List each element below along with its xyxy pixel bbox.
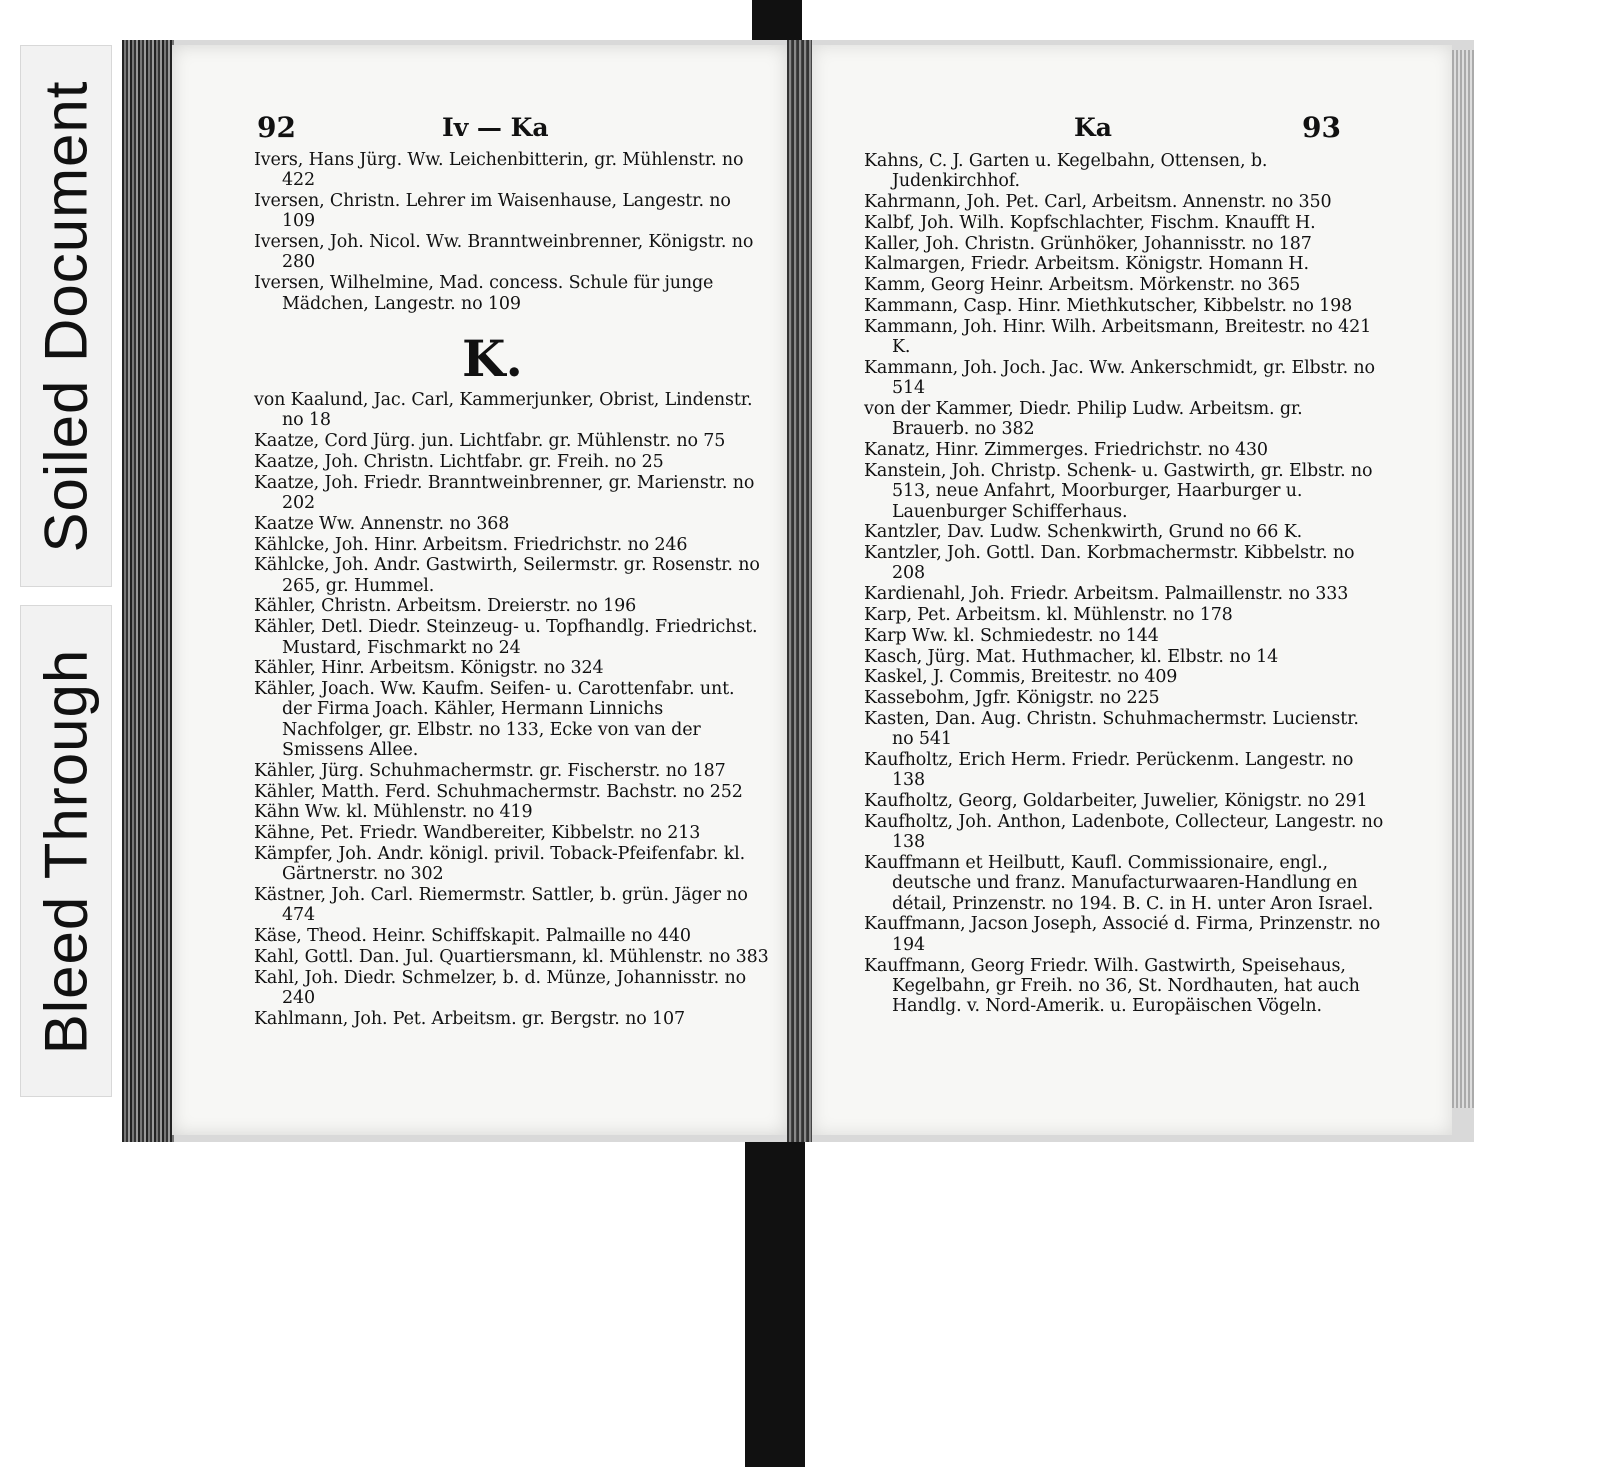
left-page: [172, 45, 787, 1135]
directory-entry: Kaskel, J. Commis, Breitestr. no 409: [864, 667, 1178, 688]
directory-entry: Kähler, Matth. Ferd. Schuhmachermstr. Bachstr. no 252: [254, 781, 743, 802]
directory-entry: Kaatze, Joh. Friedr. Branntweinbrenner, gr. Marienstr. no 202: [254, 472, 755, 513]
directory-entry: Kaufholtz, Georg, Goldarbeiter, Juwelier, Königstr. no 291: [864, 791, 1368, 812]
bleed-through-label: [20, 605, 112, 1097]
bleed-through-label-text: Bleed Through: [32, 648, 100, 1054]
directory-entry: Kähler, Joach. Ww. Kaufm. Seifen- u. Carottenfabr. unt. der Firma Joach. Kähler, Hermann Linnichs Nachfolger, gr. Elbstr. no 133, Ecke von van der Smissens Allee.: [254, 679, 735, 761]
directory-entry: von der Kammer, Diedr. Philip Ludw. Arbeitsm. gr. Brauerb. no 382: [864, 399, 1303, 440]
directory-entry: Kasten, Dan. Aug. Christn. Schuhmachermstr. Lucienstr. no 541: [864, 709, 1359, 750]
directory-entry: Kanstein, Joh. Christp. Schenk- u. Gastwirth, gr. Elbstr. no 513, neue Anfahrt, Moorburger, Haarburger u. Lauenburger Schifferhaus.: [864, 460, 1373, 522]
left-running-head: Iv — Ka: [442, 113, 549, 142]
directory-entry: Kähler, Jürg. Schuhmachermstr. gr. Fischerstr. no 187: [254, 760, 726, 781]
directory-entry: Kammann, Joh. Joch. Jac. Ww. Ankerschmidt, gr. Elbstr. no 514: [864, 357, 1375, 399]
book-left-edge: [122, 40, 174, 1142]
directory-entry: Kauffmann, Georg Friedr. Wilh. Gastwirth, Speisehaus, Kegelbahn, gr Freih. no 36, St. Nordhauten, hat auch Handlg. v. Nord-Amerik. u. Europäischen Vögeln.: [864, 955, 1360, 1017]
directory-entry: Kantzler, Joh. Gottl. Dan. Korbmachermstr. Kibbelstr. no 208: [864, 543, 1355, 584]
directory-entry: Kaatze Ww. Annenstr. no 368: [254, 513, 510, 534]
right-running-head: Ka: [1074, 113, 1112, 142]
book-spread: [122, 40, 1474, 1142]
directory-entry: von Kaalund, Jac. Carl, Kammerjunker, Obrist, Lindenstr. no 18: [254, 390, 753, 431]
directory-entry: Kaufholtz, Joh. Anthon, Ladenbote, Collecteur, Langestr. no 138: [864, 812, 1384, 853]
soiled-document-label: [20, 45, 112, 587]
right-page-number: 93: [1302, 111, 1341, 144]
directory-entry: Kämpfer, Joh. Andr. königl. privil. Toback-Pfeifenfabr. kl. Gärtnerstr. no 302: [254, 844, 746, 885]
directory-entry: Kästner, Joh. Carl. Riemermstr. Sattler, b. grün. Jäger no 474: [254, 885, 748, 926]
directory-entry: Kähler, Christn. Arbeitsm. Dreierstr. no 196: [254, 596, 637, 617]
directory-entry: Kahl, Joh. Diedr. Schmelzer, b. d. Münze, Johannisstr. no 240: [254, 967, 746, 1009]
directory-entry: Kahns, C. J. Garten u. Kegelbahn, Ottensen, b. Judenkirchhof.: [864, 151, 1268, 192]
directory-entry: Kalbf, Joh. Wilh. Kopfschlachter, Fischm. Knaufft H.: [864, 212, 1316, 233]
directory-entry: Käse, Theod. Heinr. Schiffskapit. Palmaille no 440: [254, 926, 691, 947]
directory-entry: Kähler, Detl. Diedr. Steinzeug- u. Topfhandlg. Friedrichst. Mustard, Fischmarkt no 24: [254, 617, 758, 658]
directory-entry: Kardienahl, Joh. Friedr. Arbeitsm. Palmaillenstr. no 333: [864, 584, 1349, 605]
directory-entry: Kahl, Gottl. Dan. Jul. Quartiersmann, kl. Mühlenstr. no 383: [254, 947, 769, 968]
directory-entry: Kählcke, Joh. Andr. Gastwirth, Seilermstr. gr. Rosenstr. no 265, gr. Hummel.: [254, 555, 760, 596]
directory-entry: Karp Ww. kl. Schmiedestr. no 144: [864, 625, 1159, 646]
directory-entry: Kantzler, Dav. Ludw. Schenkwirth, Grund no 66 K.: [864, 522, 1303, 543]
directory-entry: Kammann, Casp. Hinr. Miethkutscher, Kibbelstr. no 198: [864, 296, 1353, 317]
directory-entry: Kähne, Pet. Friedr. Wandbereiter, Kibbelstr. no 213: [254, 823, 701, 844]
right-page: [812, 45, 1452, 1135]
section-letter: K.: [462, 329, 523, 388]
left-entries-k: [254, 390, 769, 1030]
directory-entry: Kaatze, Joh. Christn. Lichtfabr. gr. Freih. no 25: [254, 451, 664, 472]
left-page-number: 92: [257, 111, 296, 144]
directory-entry: Kauffmann, Jacson Joseph, Associé d. Firma, Prinzenstr. no 194: [864, 914, 1381, 955]
directory-entry: Kammann, Joh. Hinr. Wilh. Arbeitsmann, Breitestr. no 421 K.: [864, 316, 1372, 358]
directory-entry: Iversen, Joh. Nicol. Ww. Branntweinbrenner, Königstr. no 280: [254, 232, 754, 273]
directory-entry: Kasch, Jürg. Mat. Huthmacher, kl. Elbstr. no 14: [864, 646, 1279, 667]
directory-entry: Kahrmann, Joh. Pet. Carl, Arbeitsm. Annenstr. no 350: [864, 192, 1332, 213]
directory-entry: Kamm, Georg Heinr. Arbeitsm. Mörkenstr. no 365: [864, 275, 1301, 296]
book-right-edge: [1452, 50, 1474, 1108]
directory-entry: Kahlmann, Joh. Pet. Arbeitsm. gr. Bergstr. no 107: [254, 1008, 685, 1029]
directory-entry: Iversen, Christn. Lehrer im Waisenhause, Langestr. no 109: [254, 191, 731, 232]
directory-entry: Kauffmann et Heilbutt, Kaufl. Commissionaire, engl., deutsche und franz. Manufacturwaaren-Handlung en détail, Prinzenstr. no 194. B. C. in H. unter Aron Israel.: [864, 853, 1374, 914]
directory-entry: Ivers, Hans Jürg. Ww. Leichenbitterin, gr. Mühlenstr. no 422: [254, 150, 744, 191]
directory-entry: Kähler, Hinr. Arbeitsm. Königstr. no 324: [254, 658, 604, 679]
directory-entry: Kählcke, Joh. Hinr. Arbeitsm. Friedrichstr. no 246: [254, 534, 688, 555]
left-entries-top: [254, 150, 769, 314]
directory-entry: Kaller, Joh. Christn. Grünhöker, Johannisstr. no 187: [864, 233, 1312, 254]
spine-bar-bottom: [745, 1122, 805, 1467]
directory-entry: Kalmargen, Friedr. Arbeitsm. Königstr. Homann H.: [864, 254, 1309, 275]
directory-entry: Kassebohm, Jgfr. Königstr. no 225: [864, 688, 1160, 709]
directory-entry: Iversen, Wilhelmine, Mad. concess. Schule für junge Mädchen, Langestr. no 109: [254, 273, 714, 314]
directory-entry: Kanatz, Hinr. Zimmerges. Friedrichstr. no 430: [864, 440, 1268, 461]
directory-entry: Karp, Pet. Arbeitsm. kl. Mühlenstr. no 178: [864, 605, 1233, 626]
right-entries: [864, 151, 1384, 1017]
directory-entry: Kähn Ww. kl. Mühlenstr. no 419: [254, 802, 533, 823]
soiled-document-label-text: Soiled Document: [32, 80, 100, 552]
book-gutter: [787, 40, 812, 1142]
directory-entry: Kaatze, Cord Jürg. jun. Lichtfabr. gr. Mühlenstr. no 75: [254, 431, 726, 452]
directory-entry: Kaufholtz, Erich Herm. Friedr. Perückenm. Langestr. no 138: [864, 750, 1354, 791]
